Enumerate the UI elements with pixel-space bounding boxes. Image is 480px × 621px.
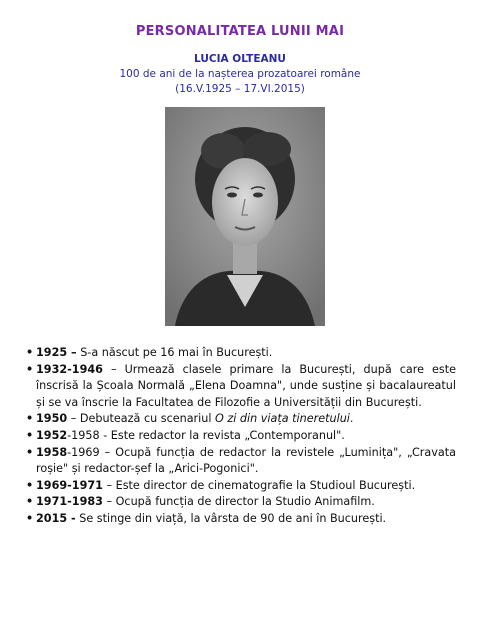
timeline-item bbox=[26, 428, 456, 445]
page-title: PERSONALITATEA LUNII MAI bbox=[135, 24, 345, 39]
timeline-text: – Debutează cu scenariul bbox=[67, 412, 216, 426]
person-name: LUCIA OLTEANU bbox=[194, 53, 286, 65]
timeline-item bbox=[26, 362, 456, 412]
timeline-year: 1925 – bbox=[36, 346, 77, 359]
timeline-item bbox=[26, 511, 456, 528]
timeline-text-end: . bbox=[349, 412, 354, 426]
portrait-photo bbox=[165, 107, 325, 326]
timeline-text: – Urmează clasele primare la București, după care este înscrisă la Școala Normală „Elena Doamna", unde susține și bacalaureatul și se va înscrie la Facultatea de Filozofie a Universității din București. bbox=[36, 362, 456, 409]
timeline-year: 1932-1946 bbox=[36, 362, 103, 376]
timeline-text: -1958 - Este redactor la revista „Contemporanul". bbox=[67, 428, 345, 442]
biography-timeline bbox=[26, 345, 456, 528]
timeline-year: 1952 bbox=[36, 428, 68, 442]
timeline-item bbox=[26, 411, 456, 428]
timeline-text: -1969 – Ocupă funcția de redactor la revistele „Luminița", „Cravata roșie" și redactor-șef la „Arici-Pogonici". bbox=[36, 445, 456, 476]
timeline-item bbox=[26, 494, 456, 511]
portrait-photo-icon bbox=[165, 107, 325, 326]
timeline-year: 1969-1971 bbox=[36, 478, 103, 492]
timeline-text: – Ocupă funcția de director la Studio Animafilm. bbox=[102, 495, 375, 509]
timeline-item bbox=[26, 478, 456, 495]
timeline-year: 2015 - bbox=[36, 511, 76, 525]
timeline-year: 1958 bbox=[36, 445, 68, 459]
timeline-item bbox=[26, 345, 456, 362]
timeline-text: S-a născut pe 16 mai în București. bbox=[80, 346, 273, 359]
timeline-item bbox=[26, 445, 456, 478]
anniversary-subtitle: 100 de ani de la nașterea prozatoarei române bbox=[119, 68, 361, 80]
timeline-year: 1971-1983 bbox=[36, 495, 103, 509]
timeline-text: – Este director de cinematografie la Studioul București. bbox=[102, 478, 416, 492]
life-dates: (16.V.1925 – 17.VI.2015) bbox=[175, 83, 305, 95]
timeline-year: 1950 bbox=[36, 412, 68, 426]
timeline-text: Se stinge din viață, la vârsta de 90 de ani în București. bbox=[75, 511, 387, 525]
film-title: O zi din viața tineretului bbox=[215, 412, 350, 426]
